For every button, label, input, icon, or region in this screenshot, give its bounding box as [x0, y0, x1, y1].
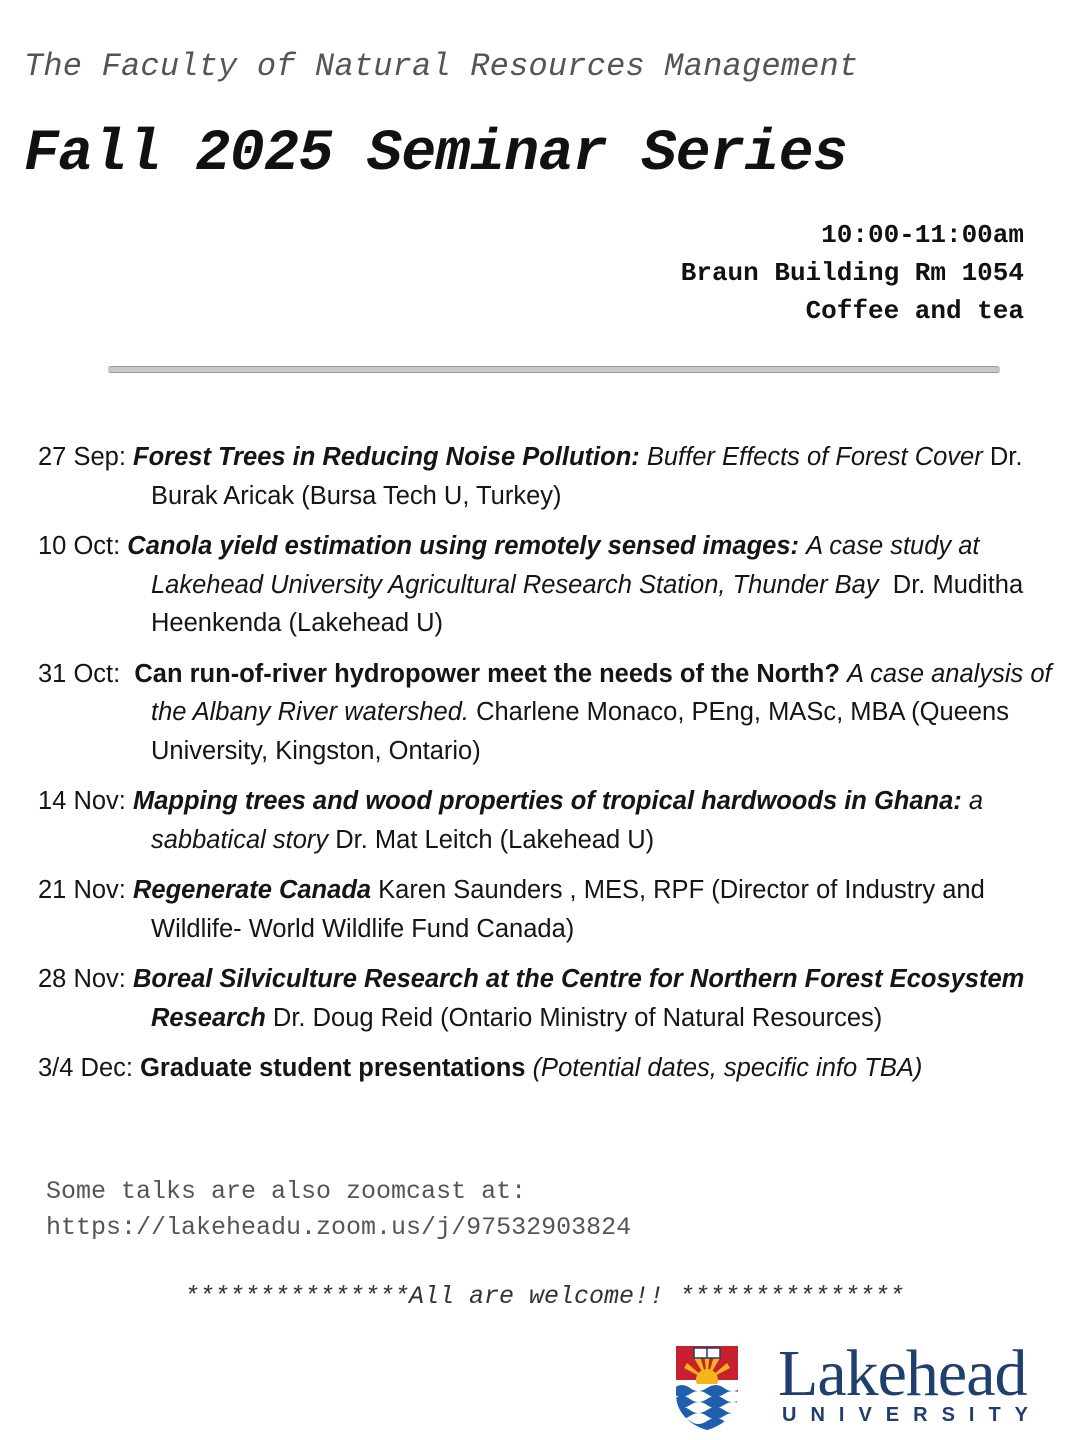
entry-speaker: Charlene Monaco, PEng, MASc, MBA (Queens University, Kingston, Ontario) [151, 698, 1009, 765]
entry-date: 3/4 Dec: [38, 1054, 133, 1082]
schedule-entry [38, 527, 1078, 643]
entry-date: 14 Nov: [38, 787, 126, 815]
schedule-entry [38, 438, 1078, 515]
lakehead-logo [674, 1337, 1074, 1430]
event-time: 10:00-11:00am [821, 220, 1024, 250]
entry-subtitle: A case study at Lakehead University Agricultural Research Station, Thunder Bay [151, 532, 980, 599]
crest-icon [674, 1344, 772, 1430]
seminar-schedule [38, 438, 1078, 1100]
schedule-entry [38, 871, 1078, 948]
entry-date: 27 Sep: [38, 443, 126, 471]
entry-speaker: Dr. Burak Aricak (Bursa Tech U, Turkey) [151, 443, 1023, 510]
entry-title: Can run-of-river hydropower meet the needs of the North? [134, 659, 840, 688]
logo-wordmark: Lakehead [778, 1337, 1027, 1410]
entry-subtitle: Buffer Effects of Forest Cover [646, 443, 983, 471]
schedule-entry [38, 782, 1078, 859]
entry-speaker: Dr. Muditha Heenkenda (Lakehead U) [151, 570, 1024, 637]
schedule-entry [38, 960, 1078, 1037]
entry-speaker: Dr. Doug Reid (Ontario Ministry of Natural Resources) [272, 1003, 883, 1032]
entry-speaker: Dr. Mat Leitch (Lakehead U) [335, 825, 655, 854]
entry-title: Forest Trees in Reducing Noise Pollution: [133, 443, 640, 471]
welcome-message: ***************All are welcome!! *************** [183, 1282, 905, 1311]
logo-subtitle: UNIVERSITY [782, 1404, 1043, 1426]
page-title: Fall 2025 Seminar Series [24, 122, 848, 187]
schedule-entry [38, 1049, 1078, 1088]
entry-subtitle: (Potential dates, specific info TBA) [532, 1054, 923, 1082]
entry-title: Boreal Silviculture Research at the Centre for Northern Forest Ecosystem Research [132, 965, 1025, 1032]
entry-date: 21 Nov: [38, 876, 126, 904]
entry-subtitle: A case analysis of the Albany River watershed. [151, 659, 1052, 726]
entry-subtitle: a sabbatical story [151, 787, 984, 854]
entry-date: 31 Oct: [38, 659, 121, 688]
entry-title: Regenerate Canada [132, 876, 372, 904]
event-refreshments: Coffee and tea [805, 296, 1024, 326]
schedule-entry [38, 655, 1078, 771]
zoom-link[interactable]: https://lakeheadu.zoom.us/j/97532903824 [46, 1213, 632, 1242]
entry-speaker: Karen Saunders , MES, RPF (Director of Industry and Wildlife- World Wildlife Fund Canada) [151, 876, 985, 943]
entry-date: 10 Oct: [38, 532, 121, 560]
divider [108, 366, 1000, 373]
zoom-info [46, 1174, 631, 1246]
zoom-intro: Some talks are also zoomcast at: [46, 1177, 527, 1206]
event-location: Braun Building Rm 1054 [680, 258, 1024, 288]
event-details [681, 216, 1024, 330]
entry-title: Graduate student presentations [140, 1054, 526, 1082]
entry-title: Canola yield estimation using remotely sensed images: [127, 532, 800, 560]
entry-date: 28 Nov: [38, 965, 126, 993]
entry-title: Mapping trees and wood properties of tropical hardwoods in Ghana: [132, 787, 962, 815]
faculty-name: The Faculty of Natural Resources Management [24, 48, 859, 85]
